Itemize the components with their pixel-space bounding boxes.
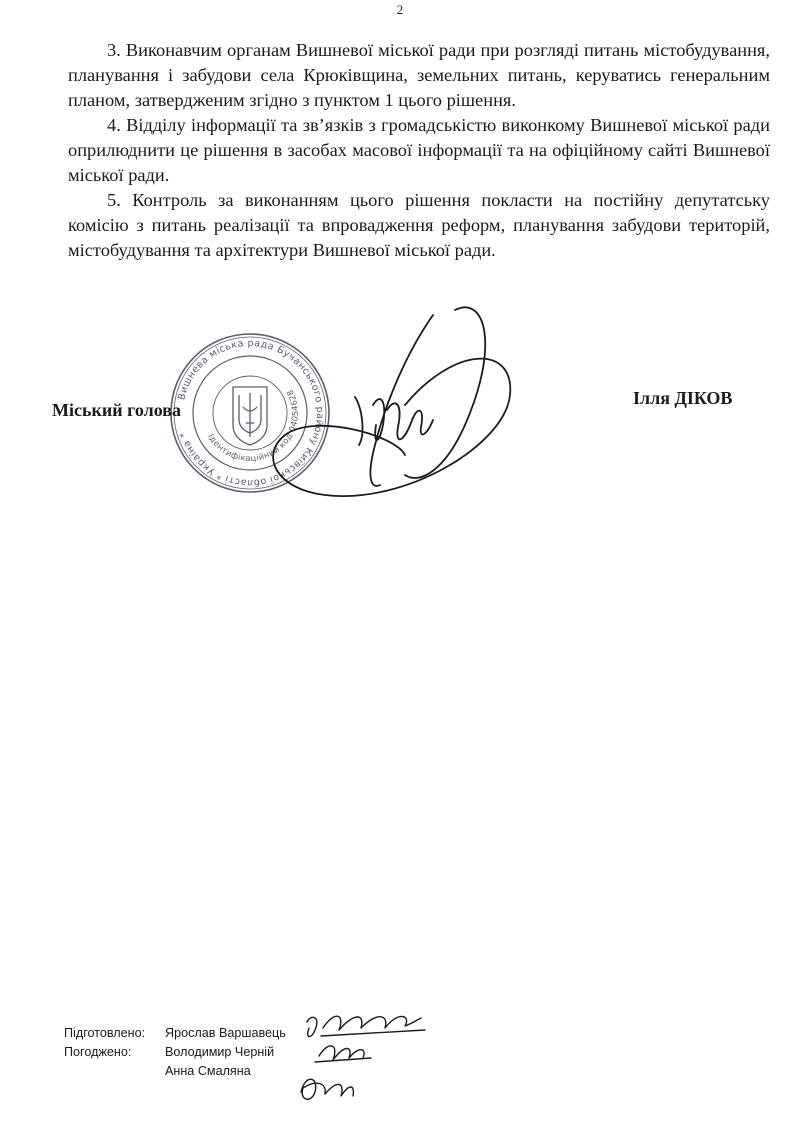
agreed-name-1: Володимир Черній	[165, 1045, 275, 1059]
prepared-row	[64, 1024, 286, 1043]
agreed-row	[64, 1043, 286, 1062]
signatory-title: Міський голова	[52, 400, 181, 420]
approvals-block	[64, 1024, 286, 1081]
document-body	[68, 38, 770, 263]
seal-ring-text: Вишнева міська рада Бучанського району Київської області * Україна *	[176, 337, 326, 489]
mayor-signature	[255, 285, 555, 520]
paragraph-4: 4. Відділу інформації та зв’язків з громадськістю виконкому Вишневої міської ради оприлюднити це рішення в засобах масової інформації та на офіційному сайті Вишневої міської ради.	[68, 115, 770, 185]
prepared-name: Ярослав Варшавець	[165, 1026, 286, 1040]
prepared-label: Підготовлено:	[64, 1026, 146, 1040]
page-number: 2	[396, 2, 404, 17]
paragraph-3: 3. Виконавчим органам Вишневої міської ради при розгляді питань містобудування, планування і забудови села Крюківщина, земельних питань, керуватись генеральним планом, затвердженим згідно з пунктом 1 цього рішення.	[68, 40, 770, 110]
signatory-name: Ілля ДІКОВ	[633, 388, 733, 408]
seal-code-text: Ідентифікаційний код 04054628	[206, 388, 301, 464]
approval-signatures	[285, 1000, 435, 1110]
paragraph-5: 5. Контроль за виконанням цього рішення покласти на постійну депутатську комісію з питань реалізації та впровадження реформ, планування забудови територій, містобудування та архітектури Вишневої міської ради.	[68, 190, 770, 260]
agreed-row-2	[64, 1062, 286, 1081]
agreed-label: Погоджено:	[64, 1045, 132, 1059]
agreed-name-2: Анна Смаляна	[165, 1064, 251, 1078]
